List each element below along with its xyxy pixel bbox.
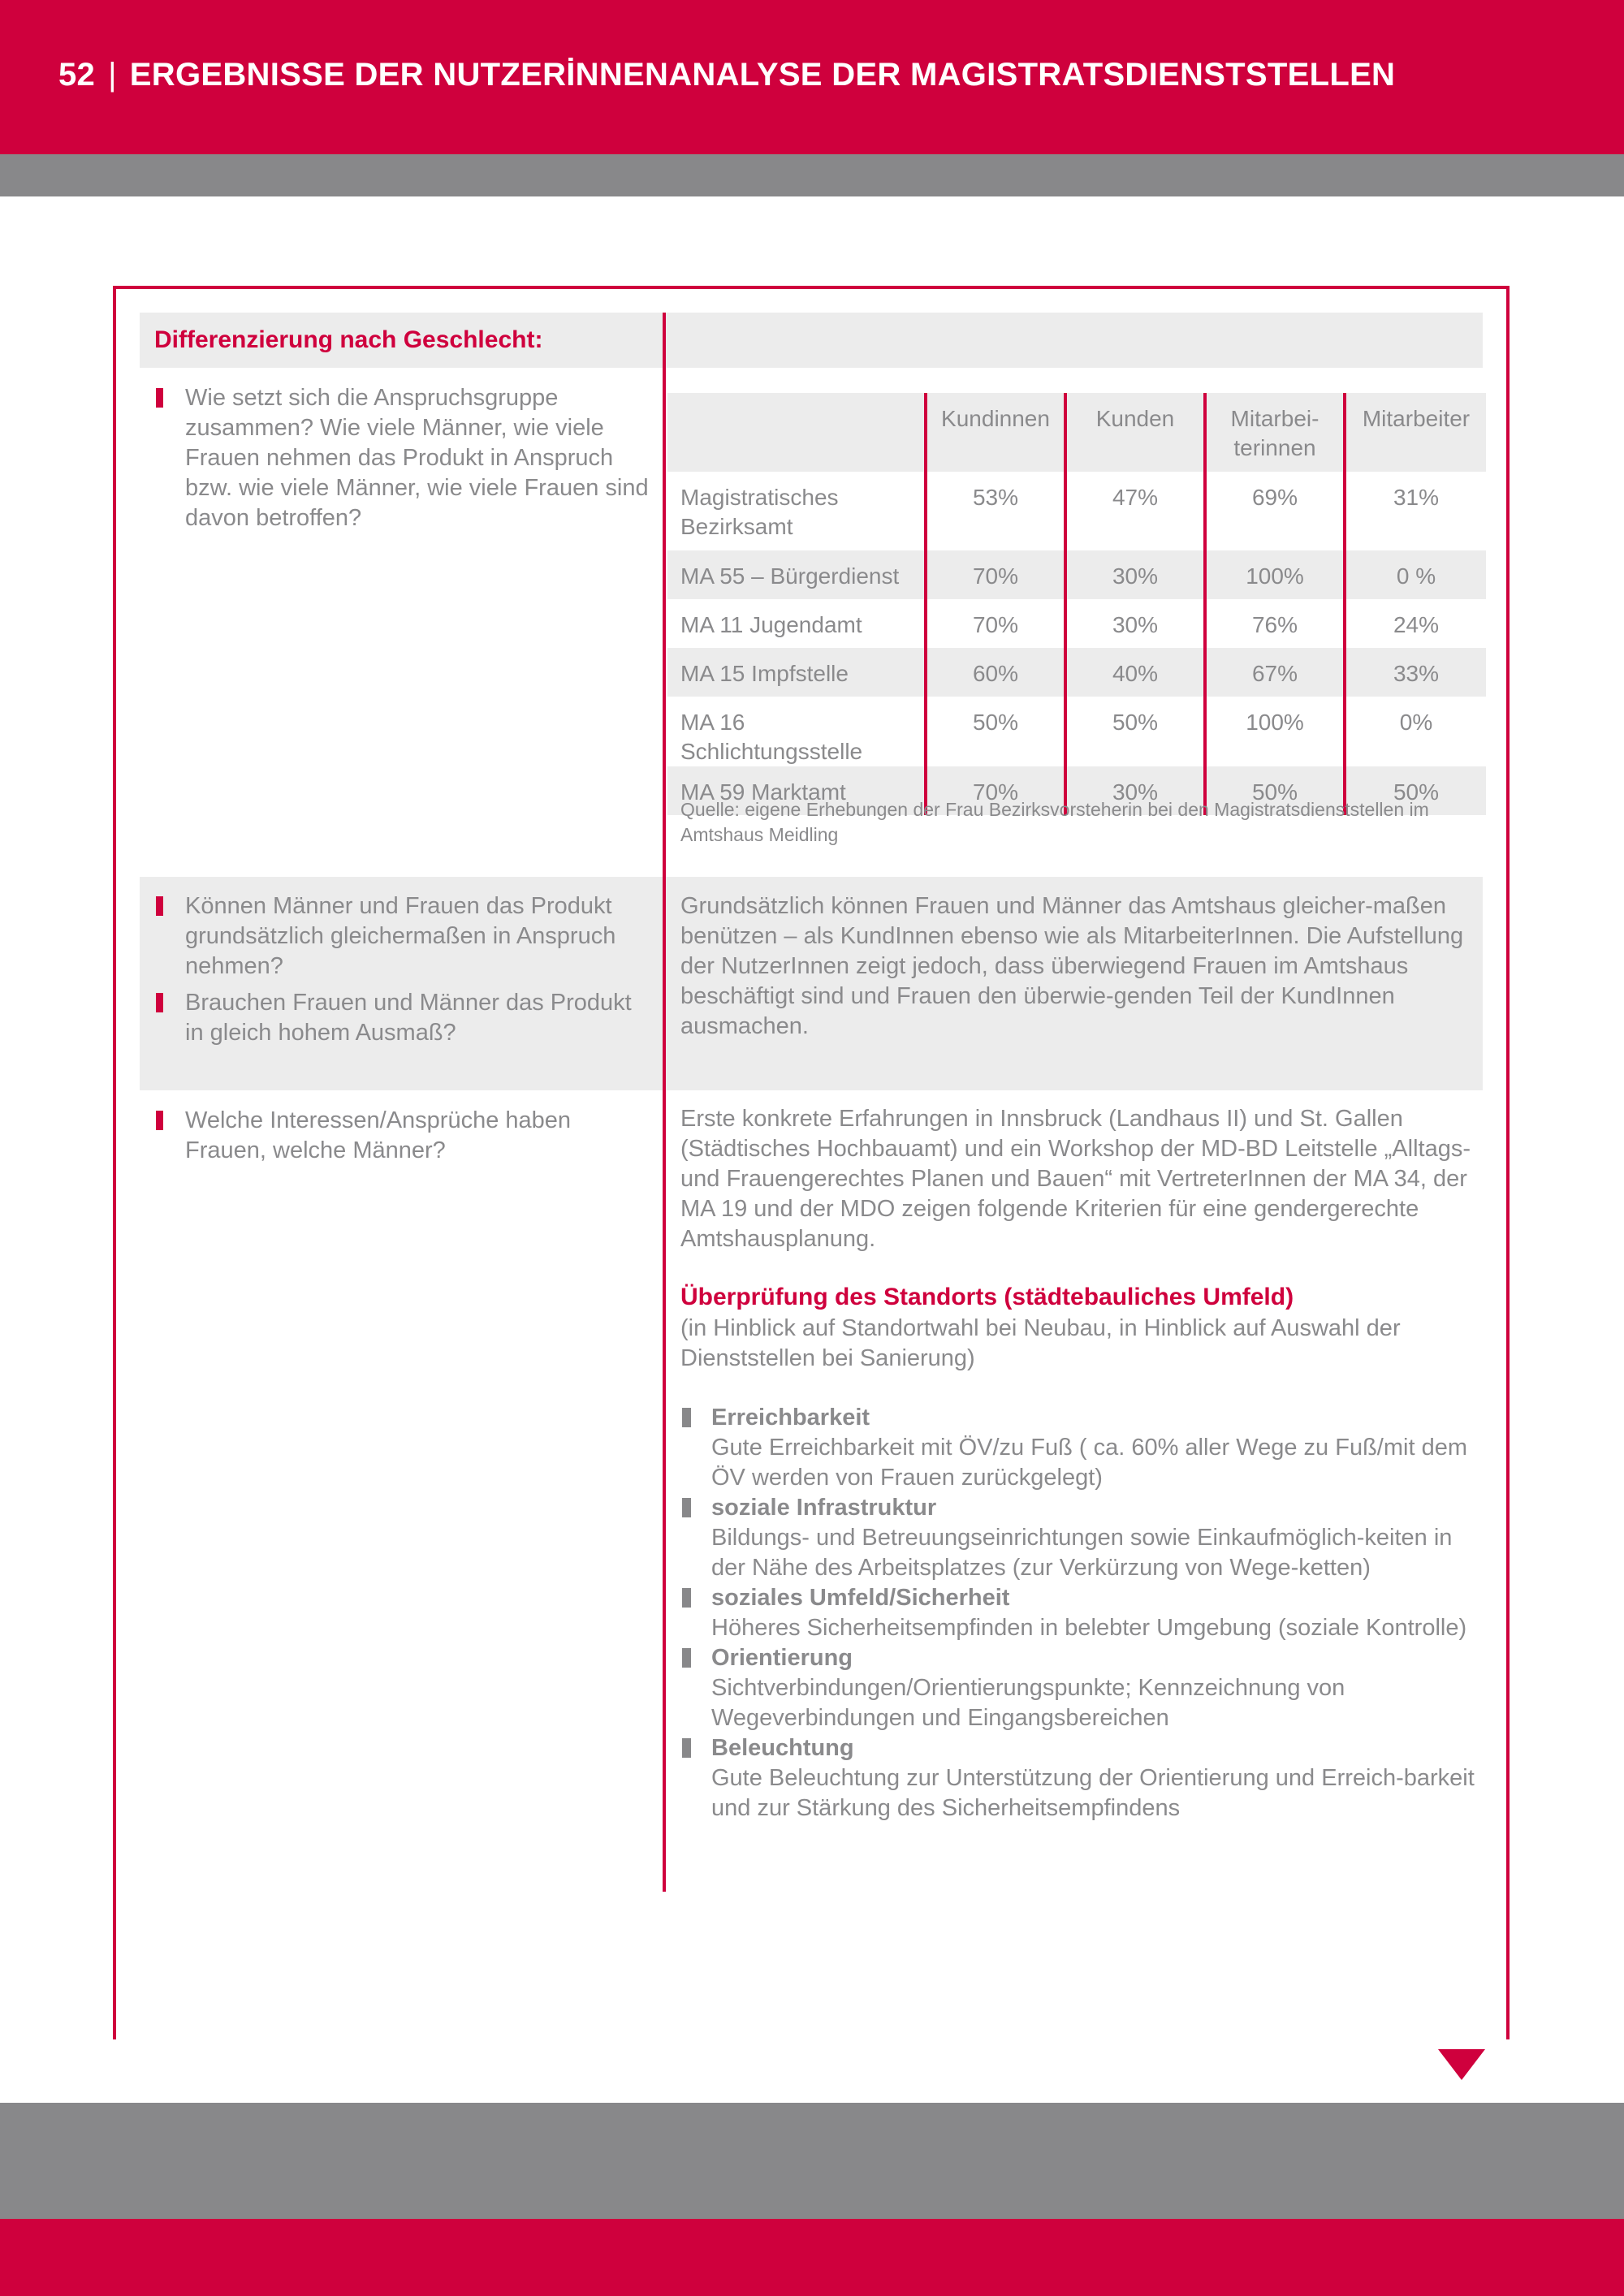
cell-mitarbeiterinnen: 50% xyxy=(1205,766,1345,815)
table-row xyxy=(667,697,1486,766)
footer-grey-band xyxy=(0,2103,1624,2219)
criterion-text: Höheres Sicherheitsempfinden in belebter Umgebung (soziale Kontrolle) xyxy=(711,1615,1467,1641)
cell-kunden: 30% xyxy=(1065,766,1205,815)
cell-kundinnen: 70% xyxy=(926,766,1065,815)
row-label: MA 59 Marktamt xyxy=(667,766,926,815)
row-label: Magistratisches Bezirksamt xyxy=(667,472,926,550)
cell-kunden: 30% xyxy=(1065,599,1205,648)
answer-paragraph: Grundsätzlich können Frauen und Männer das Amtshaus gleicher-maßen benützen – als KundInnen ebenso wie als MitarbeiterInnen. Die Aufstellung der NutzerInnen zeigt jedoch, dass überwiegend Frauen im Amtshaus beschäftigt sind und Frauen den überwie-genden Teil der KundInnen ausmachen. xyxy=(680,893,1464,1039)
column-header-kunden: Kunden xyxy=(1065,393,1205,472)
column-divider xyxy=(663,313,666,1892)
row-label: MA 16 Schlichtungsstelle xyxy=(667,697,926,766)
column-header-kundinnen: Kundinnen xyxy=(926,393,1065,472)
row-label: MA 15 Impfstelle xyxy=(667,648,926,697)
criterion-title: soziales Umfeld/Sicherheit xyxy=(711,1585,1010,1611)
list-item xyxy=(680,1493,1476,1583)
cell-kundinnen: 70% xyxy=(926,599,1065,648)
table-row xyxy=(667,550,1486,599)
question-list-1 xyxy=(154,383,650,540)
section-header-band-right xyxy=(666,313,1483,368)
table-header-empty xyxy=(667,393,926,472)
question-item: Welche Interessen/Ansprüche haben Frauen, welche Männer? xyxy=(154,1106,650,1166)
criterion-title: Erreichbarkeit xyxy=(711,1405,870,1431)
cell-kundinnen: 50% xyxy=(926,697,1065,766)
cell-mitarbeiter: 0% xyxy=(1345,697,1486,766)
cell-kunden: 50% xyxy=(1065,697,1205,766)
table-row xyxy=(667,599,1486,648)
criteria-list xyxy=(680,1403,1476,1823)
cell-mitarbeiter: 50% xyxy=(1345,766,1486,815)
cell-mitarbeiterinnen: 69% xyxy=(1205,472,1345,550)
continue-arrow-icon xyxy=(1438,2049,1485,2080)
question-list-3 xyxy=(154,1106,650,1172)
footer-red-band xyxy=(0,2219,1624,2296)
criterion-title: Orientierung xyxy=(711,1645,853,1671)
cell-kundinnen: 53% xyxy=(926,472,1065,550)
question-item: Können Männer und Frauen das Produkt grundsätzlich gleichermaßen in Anspruch nehmen? xyxy=(154,891,650,982)
column-header-mitarbeiter: Mitarbeiter xyxy=(1345,393,1486,472)
row-label: MA 55 – Bürgerdienst xyxy=(667,550,926,599)
cell-kundinnen: 70% xyxy=(926,550,1065,599)
cell-mitarbeiterinnen: 100% xyxy=(1205,697,1345,766)
table-source-note: Quelle: eigene Erhebungen der Frau Bezirksvorsteherin bei den Magistratsdienststellen im Amtshaus Meidling xyxy=(680,799,1429,845)
table-row xyxy=(667,648,1486,697)
column-header-mitarbeiterinnen xyxy=(1205,393,1345,472)
criteria-heading: Überprüfung des Standorts (städtebauliches Umfeld) xyxy=(680,1284,1294,1310)
list-item xyxy=(680,1733,1476,1823)
user-distribution-table xyxy=(667,393,1486,815)
intro-paragraph: Erste konkrete Erfahrungen in Innsbruck (Landhaus II) und St. Gallen (Städtisches Hochbauamt) und ein Workshop der MD-BD Leitstelle „Alltags- und Frauengerechtes Planen und Bauen“ mit VertreterInnen der MA 34, der MA 19 und der MDO zeigen folgende Kriterien für eine gendergerechte Amtshausplanung. xyxy=(680,1106,1471,1252)
header-bar xyxy=(0,0,1624,154)
cell-kundinnen: 60% xyxy=(926,648,1065,697)
header-separator: | xyxy=(108,57,117,93)
cell-mitarbeiterinnen: 67% xyxy=(1205,648,1345,697)
cell-mitarbeiter: 0 % xyxy=(1345,550,1486,599)
criterion-title: Beleuchtung xyxy=(711,1735,854,1761)
table-header-row xyxy=(667,393,1486,472)
list-item xyxy=(680,1583,1476,1643)
section-label: Differenzierung nach Geschlecht: xyxy=(154,326,543,353)
criterion-text: Gute Beleuchtung zur Unterstützung der Orientierung und Erreich-barkeit und zur Stärkung des Sicherheitsempfindens xyxy=(711,1765,1475,1821)
question-item: Brauchen Frauen und Männer das Produkt in gleich hohem Ausmaß? xyxy=(154,988,650,1048)
criteria-subheading: (in Hinblick auf Standortwahl bei Neubau, in Hinblick auf Auswahl der Dienststellen bei Sanierung) xyxy=(680,1315,1401,1371)
cell-kunden: 47% xyxy=(1065,472,1205,550)
cell-mitarbeiterinnen: 76% xyxy=(1205,599,1345,648)
page-number: 52 xyxy=(58,57,96,93)
criterion-text: Sichtverbindungen/Orientierungspunkte; Kennzeichnung von Wegeverbindungen und Eingangsbereichen xyxy=(711,1675,1345,1731)
header-line: terinnen xyxy=(1233,435,1316,460)
row-label: MA 11 Jugendamt xyxy=(667,599,926,648)
criterion-text: Gute Erreichbarkeit mit ÖV/zu Fuß ( ca. 60% aller Wege zu Fuß/mit dem ÖV werden von Frauen zurückgelegt) xyxy=(711,1435,1467,1491)
question-list-2 xyxy=(154,891,650,1055)
cell-mitarbeiter: 33% xyxy=(1345,648,1486,697)
criterion-text: Bildungs- und Betreuungseinrichtungen sowie Einkaufmöglich-keiten in der Nähe des Arbeitsplatzes (zur Verkürzung von Wege-ketten) xyxy=(711,1525,1453,1581)
cell-kunden: 40% xyxy=(1065,648,1205,697)
cell-mitarbeiter: 31% xyxy=(1345,472,1486,550)
page-header xyxy=(58,57,1395,93)
cell-mitarbeiterinnen: 100% xyxy=(1205,550,1345,599)
question-item: Wie setzt sich die Anspruchsgruppe zusammen? Wie viele Männer, wie viele Frauen nehmen das Produkt in Anspruch bzw. wie viele Männer, wie viele Frauen sind davon betroffen? xyxy=(154,383,650,533)
list-item xyxy=(680,1643,1476,1733)
list-item xyxy=(680,1403,1476,1493)
cell-kunden: 30% xyxy=(1065,550,1205,599)
cell-mitarbeiter: 24% xyxy=(1345,599,1486,648)
page-title: ERGEBNISSE DER NUTZERİNNENANALYSE DER MAGISTRATSDIENSTSTELLEN xyxy=(129,57,1396,93)
header-line: Mitarbei- xyxy=(1230,406,1320,431)
table-row xyxy=(667,472,1486,550)
criterion-title: soziale Infrastruktur xyxy=(711,1495,937,1521)
header-grey-band xyxy=(0,154,1624,196)
